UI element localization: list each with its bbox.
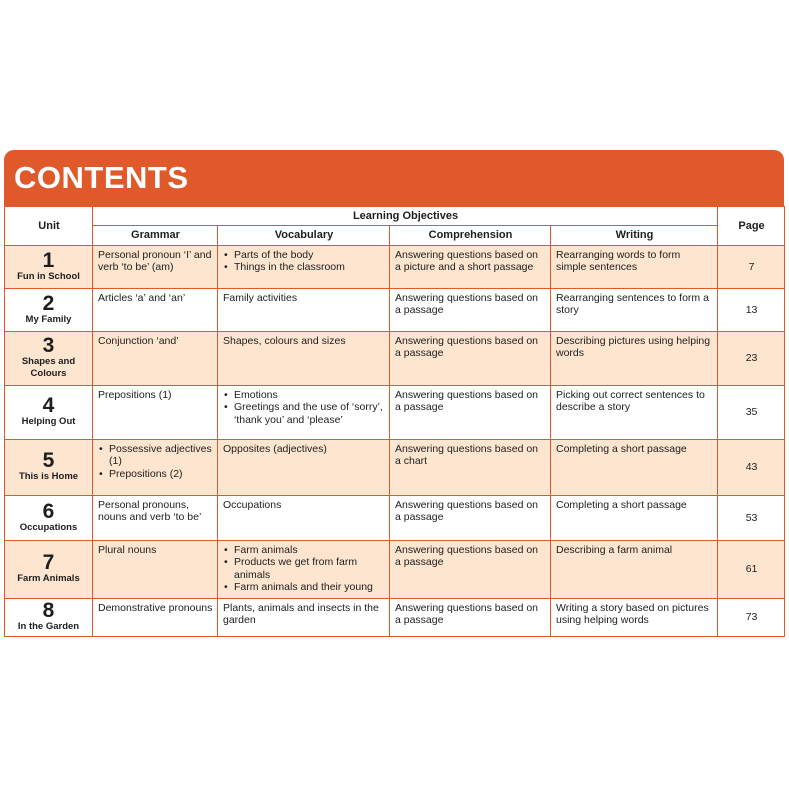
vocabulary-cell xyxy=(218,385,390,439)
unit-name: My Family xyxy=(25,313,72,325)
page-cell: 61 xyxy=(718,540,785,598)
writing-cell: Picking out correct sentences to describe a story xyxy=(551,385,718,439)
unit-cell xyxy=(5,288,93,331)
unit-name: Shapes and Colours xyxy=(21,356,76,380)
comprehension-cell: Answering questions based on a passage xyxy=(390,495,551,540)
page-cell: 7 xyxy=(718,245,785,288)
grammar-cell xyxy=(93,331,218,385)
grammar-cell-text: Personal pronoun ‘I’ and verb ‘to be’ (am) xyxy=(98,248,212,274)
unit-name: Occupations xyxy=(19,521,78,533)
vocabulary-cell-list xyxy=(223,249,385,274)
vocabulary-cell xyxy=(218,245,390,288)
header-page: Page xyxy=(718,207,785,246)
writing-cell: Rearranging sentences to form a story xyxy=(551,288,718,331)
unit-name: Fun in School xyxy=(17,270,80,282)
comprehension-cell: Answering questions based on a picture and a short passage xyxy=(390,245,551,288)
page-cell: 23 xyxy=(718,331,785,385)
page-cell: 43 xyxy=(718,439,785,495)
unit-cell xyxy=(5,439,93,495)
grammar-cell-text: Plural nouns xyxy=(98,543,157,556)
writing-cell: Completing a short passage xyxy=(551,439,718,495)
grammar-cell xyxy=(93,495,218,540)
list-item: • Possessive adjectives (1) xyxy=(109,443,213,468)
comprehension-cell: Answering questions based on a passage xyxy=(390,331,551,385)
vocabulary-cell-text: Opposites (adjectives) xyxy=(223,442,327,455)
vocabulary-cell-text: Family activities xyxy=(223,291,298,304)
table-row xyxy=(5,385,785,439)
vocabulary-cell-list xyxy=(223,389,385,427)
grammar-cell xyxy=(93,540,218,598)
comprehension-cell: Answering questions based on a chart xyxy=(390,439,551,495)
vocabulary-cell-text: Shapes, colours and sizes xyxy=(223,334,346,347)
grammar-cell-text: Personal pronouns, nouns and verb ‘to be’ xyxy=(98,498,202,524)
vocabulary-cell xyxy=(218,495,390,540)
contents-panel xyxy=(4,150,784,637)
grammar-cell xyxy=(93,245,218,288)
comprehension-cell: Answering questions based on a passage xyxy=(390,385,551,439)
table-row xyxy=(5,495,785,540)
page-cell: 73 xyxy=(718,598,785,636)
grammar-cell-text: Conjunction ‘and’ xyxy=(98,334,179,347)
list-item: • Products we get from farm animals xyxy=(234,556,385,581)
writing-cell: Completing a short passage xyxy=(551,495,718,540)
vocabulary-cell xyxy=(218,331,390,385)
grammar-cell xyxy=(93,288,218,331)
table-row xyxy=(5,245,785,288)
vocabulary-cell-text: Occupations xyxy=(223,498,282,511)
header-vocabulary: Vocabulary xyxy=(218,225,390,245)
list-item: • Farm animals and their young xyxy=(234,581,385,594)
unit-name: This is Home xyxy=(18,471,79,483)
unit-number: 8 xyxy=(42,599,55,623)
unit-cell xyxy=(5,245,93,288)
table-row xyxy=(5,540,785,598)
contents-table xyxy=(4,206,785,637)
table-row xyxy=(5,331,785,385)
grammar-cell xyxy=(93,598,218,636)
writing-cell: Describing pictures using helping words xyxy=(551,331,718,385)
grammar-cell xyxy=(93,439,218,495)
page-cell: 13 xyxy=(718,288,785,331)
vocabulary-cell-list xyxy=(223,544,385,594)
unit-cell xyxy=(5,598,93,636)
grammar-cell-text: Prepositions (1) xyxy=(98,388,172,401)
page-title: CONTENTS xyxy=(14,160,189,195)
writing-cell: Describing a farm animal xyxy=(551,540,718,598)
grammar-cell xyxy=(93,385,218,439)
unit-number: 1 xyxy=(42,248,55,272)
vocabulary-cell-text: Plants, animals and insects in the garden xyxy=(223,601,379,627)
comprehension-cell: Answering questions based on a passage xyxy=(390,540,551,598)
comprehension-cell: Answering questions based on a passage xyxy=(390,598,551,636)
unit-cell xyxy=(5,495,93,540)
contents-banner xyxy=(4,150,784,206)
writing-cell: Writing a story based on pictures using helping words xyxy=(551,598,718,636)
vocabulary-cell xyxy=(218,598,390,636)
unit-name: In the Garden xyxy=(17,621,80,633)
header-learning-objectives: Learning Objectives xyxy=(93,207,718,226)
grammar-cell-list xyxy=(98,443,213,481)
unit-cell xyxy=(5,540,93,598)
page-cell: 35 xyxy=(718,385,785,439)
list-item: • Emotions xyxy=(234,389,385,402)
writing-cell: Rearranging words to form simple sentences xyxy=(551,245,718,288)
page-cell: 53 xyxy=(718,495,785,540)
list-item: • Greetings and the use of ‘sorry’, ‘thank you’ and ‘please’ xyxy=(234,401,385,426)
unit-name: Helping Out xyxy=(21,416,76,428)
vocabulary-cell xyxy=(218,439,390,495)
contents-rows xyxy=(5,245,785,636)
comprehension-cell: Answering questions based on a passage xyxy=(390,288,551,331)
unit-number: 5 xyxy=(42,449,55,473)
unit-number: 2 xyxy=(42,291,55,315)
vocabulary-cell xyxy=(218,288,390,331)
unit-number: 3 xyxy=(42,334,55,358)
unit-number: 7 xyxy=(42,551,55,575)
list-item: • Parts of the body xyxy=(234,249,385,262)
unit-number: 6 xyxy=(42,499,55,523)
list-item: • Things in the classroom xyxy=(234,261,385,274)
grammar-cell-text: Demonstrative pronouns xyxy=(98,601,213,614)
list-item: • Prepositions (2) xyxy=(109,468,213,481)
unit-cell xyxy=(5,331,93,385)
vocabulary-cell xyxy=(218,540,390,598)
table-row xyxy=(5,439,785,495)
header-grammar: Grammar xyxy=(93,225,218,245)
unit-cell xyxy=(5,385,93,439)
grammar-cell-text: Articles ‘a’ and ‘an’ xyxy=(98,291,186,304)
header-unit: Unit xyxy=(5,207,93,246)
header-writing: Writing xyxy=(551,225,718,245)
table-row xyxy=(5,598,785,636)
header-comprehension: Comprehension xyxy=(390,225,551,245)
unit-name: Farm Animals xyxy=(17,573,80,585)
unit-number: 4 xyxy=(42,394,55,418)
list-item: • Farm animals xyxy=(234,544,385,557)
table-row xyxy=(5,288,785,331)
